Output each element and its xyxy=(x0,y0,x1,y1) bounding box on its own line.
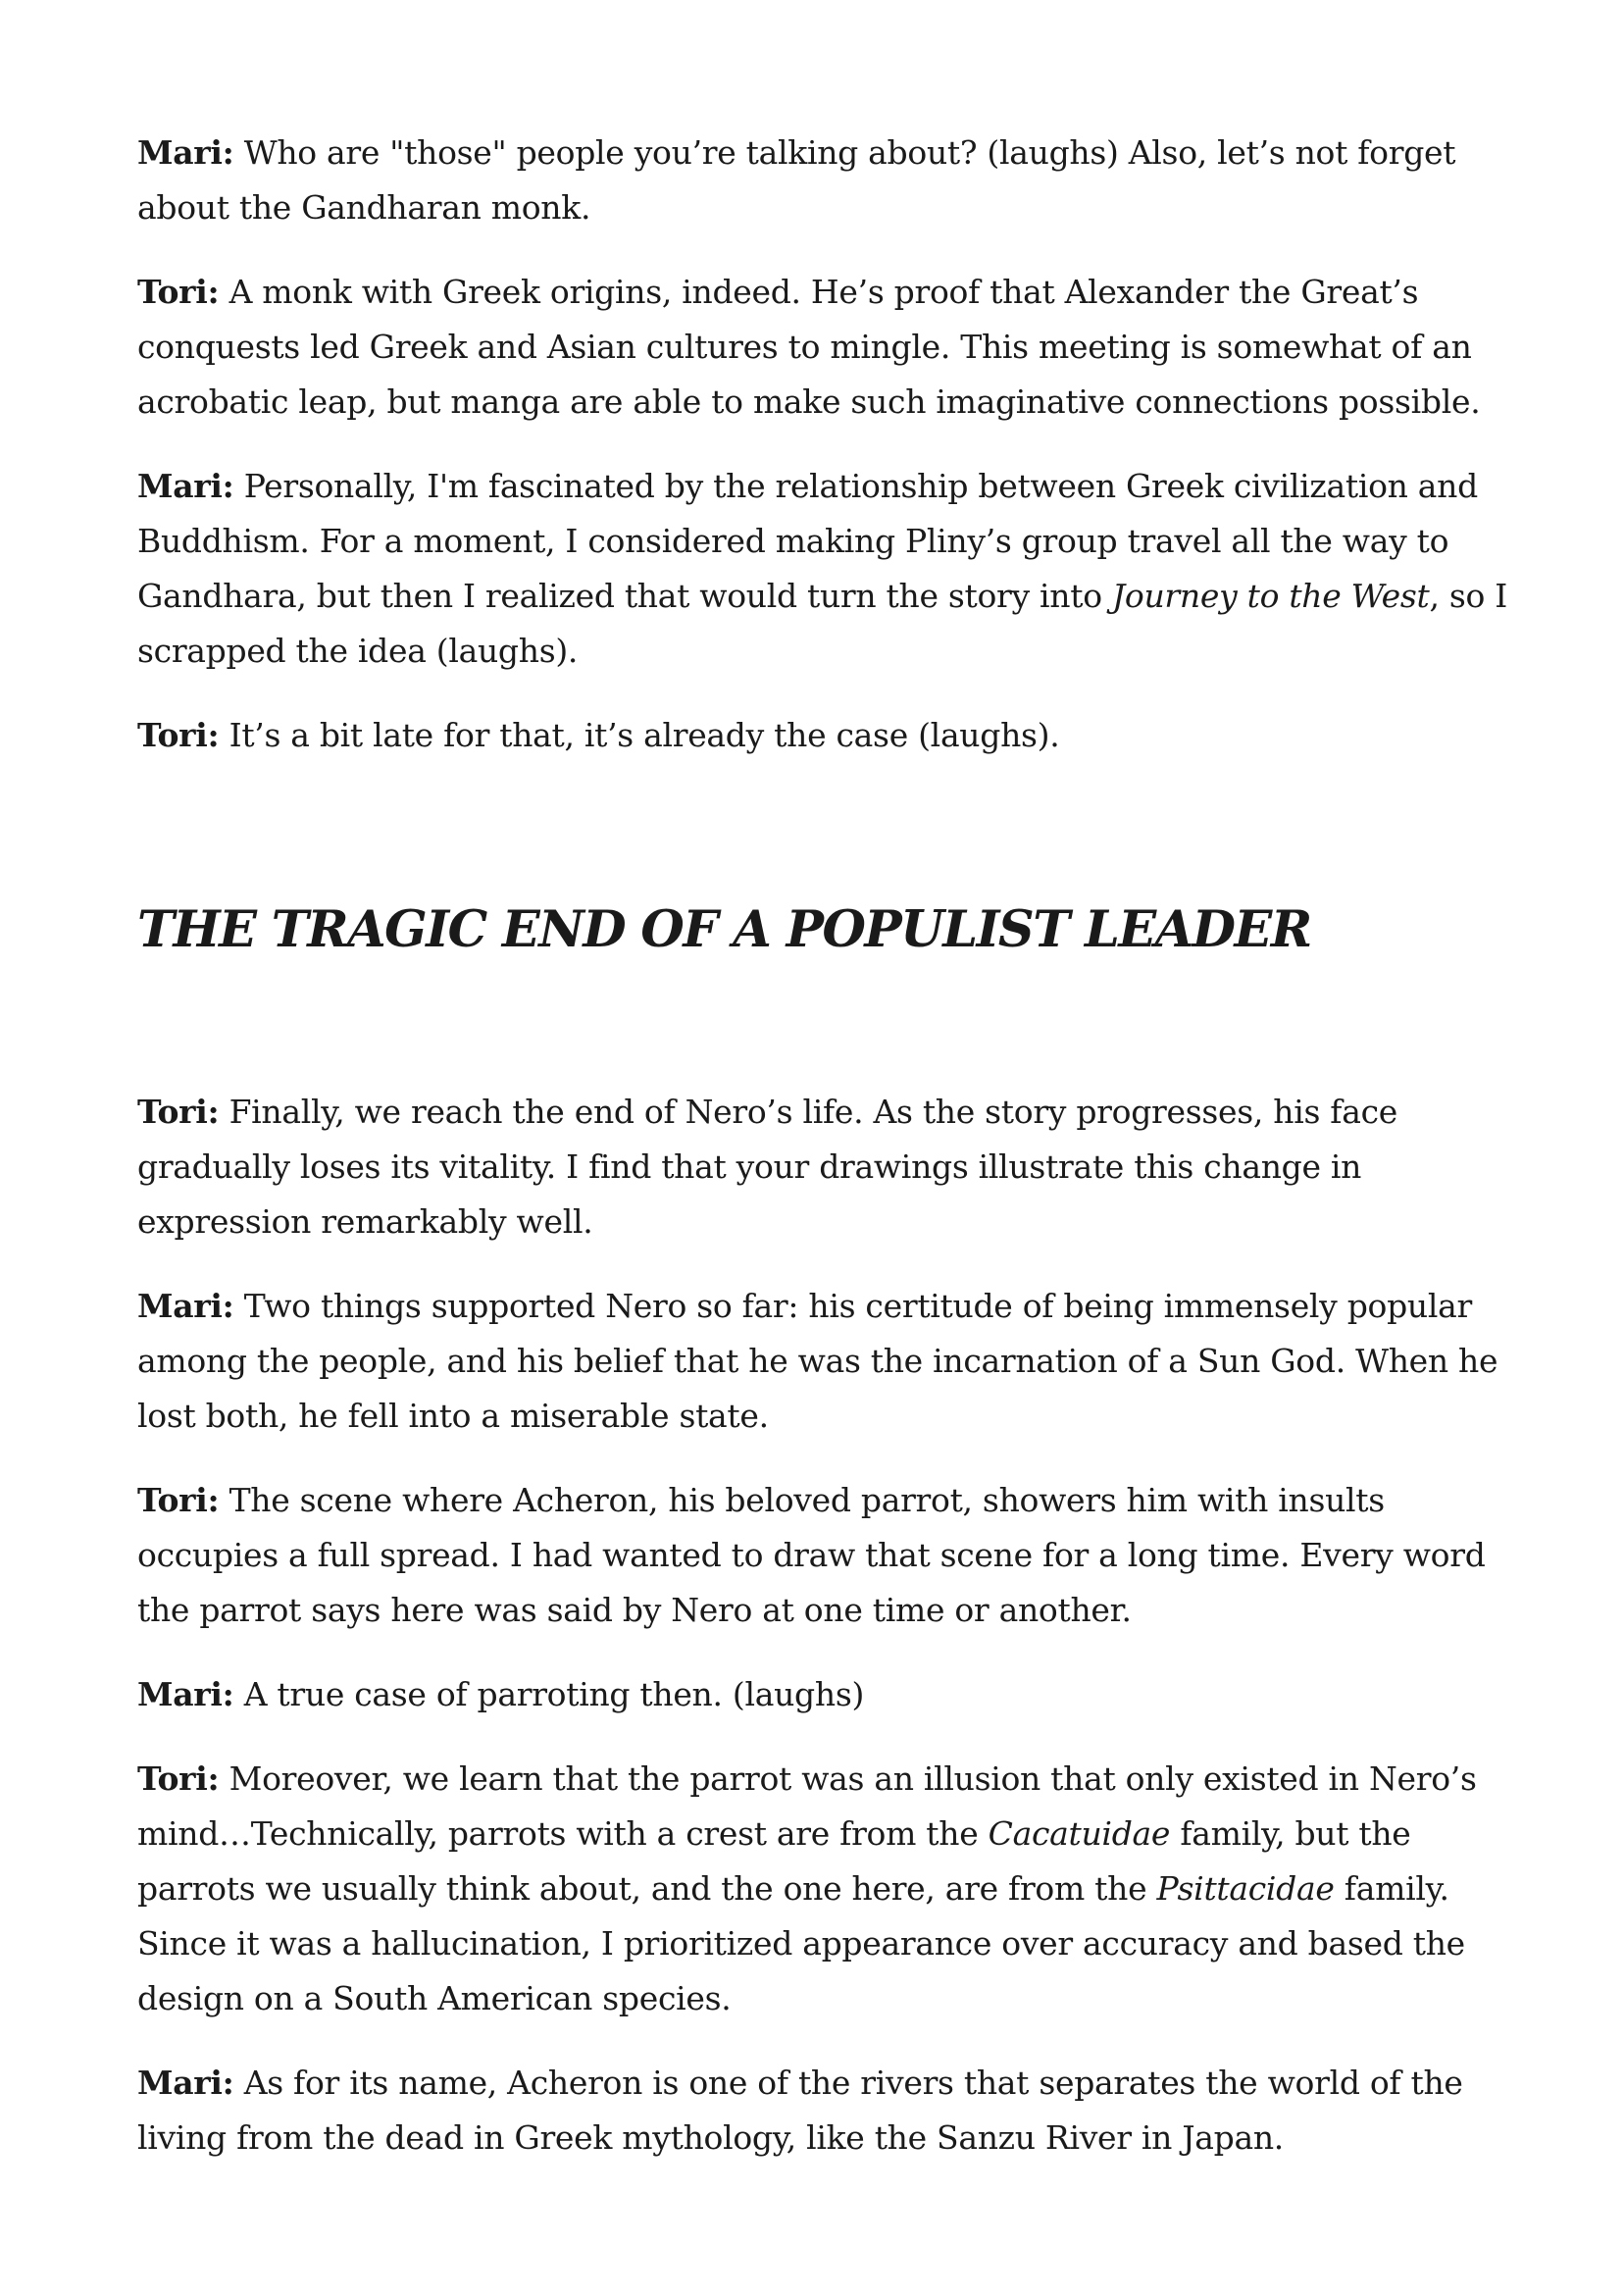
dialogue-paragraph xyxy=(137,265,1510,430)
dialogue-block-before xyxy=(137,126,1510,792)
dialogue-text: Finally, we reach the end of Nero’s life. As the story progresses, his face gradually loses its vitality. I find that your drawings illustrate this change in expression remarkably well. xyxy=(137,1093,1397,1241)
dialogue-paragraph xyxy=(137,126,1510,235)
dialogue-text: family, but the parrots we usually think about, and the one here, are from the xyxy=(137,1814,1411,1908)
dialogue-paragraph xyxy=(137,459,1510,679)
dialogue-text: A true case of parroting then. (laughs) xyxy=(233,1675,865,1713)
italic-title-text: Cacatuidae xyxy=(988,1814,1171,1853)
speaker-label: Mari: xyxy=(137,1675,234,1713)
dialogue-paragraph xyxy=(137,1752,1510,2026)
dialogue-text: Two things supported Nero so far: his certitude of being immensely popular among the people, and his belief that he was the incarnation of a Sun God. When he lost both, he fell into a miserable state. xyxy=(137,1287,1498,1435)
dialogue-paragraph xyxy=(137,1279,1510,1444)
dialogue-text: As for its name, Acheron is one of the rivers that separates the world of the living from the dead in Greek mythology, like the Sanzu River in Japan. xyxy=(137,2064,1463,2157)
dialogue-text: The scene where Acheron, his beloved parrot, showers him with insults occupies a full spread. I had wanted to draw that scene for a long time. Every word the parrot says here was said by Nero at one time or another. xyxy=(137,1481,1486,1629)
dialogue-text: Personally, I'm fascinated by the relationship between Greek civilization and Buddhism. For a moment, I considered making Pliny’s group travel all the way to Gandhara, but then I realized that would turn the story into xyxy=(137,467,1478,615)
section-heading-wrap xyxy=(137,898,1510,961)
dialogue-text: Moreover, we learn that the parrot was an illusion that only existed in Nero’s mind…Technically, parrots with a crest are from the xyxy=(137,1759,1477,1853)
italic-title-text: Psittacidae xyxy=(1156,1869,1335,1908)
dialogue-text: It’s a bit late for that, it’s already the case (laughs). xyxy=(219,716,1060,754)
dialogue-text: , so I scrapped the idea (laughs). xyxy=(137,577,1507,670)
dialogue-block-after xyxy=(137,1085,1510,2195)
speaker-label: Mari: xyxy=(137,133,234,172)
speaker-label: Tori: xyxy=(137,1759,220,1798)
dialogue-text: Who are "those" people you’re talking about? (laughs) Also, let’s not forget about the Gandharan monk. xyxy=(137,133,1456,227)
speaker-label: Tori: xyxy=(137,273,220,311)
speaker-label: Mari: xyxy=(137,467,234,505)
dialogue-paragraph xyxy=(137,1473,1510,1638)
speaker-label: Tori: xyxy=(137,1093,220,1131)
speaker-label: Tori: xyxy=(137,1481,220,1519)
dialogue-text: A monk with Greek origins, indeed. He’s proof that Alexander the Great’s conquests led Greek and Asian cultures to mingle. This meeting is somewhat of an acrobatic leap, but manga are able to make such imaginative connections possible. xyxy=(137,273,1481,421)
dialogue-paragraph xyxy=(137,1085,1510,1249)
speaker-label: Mari: xyxy=(137,2064,234,2102)
dialogue-paragraph xyxy=(137,2056,1510,2166)
dialogue-paragraph xyxy=(137,708,1510,763)
speaker-label: Mari: xyxy=(137,1287,234,1325)
section-title: THE TRAGIC END OF A POPULIST LEADER xyxy=(137,900,1311,959)
speaker-label: Tori: xyxy=(137,716,220,754)
dialogue-paragraph xyxy=(137,1667,1510,1722)
dialogue-text: family. Since it was a hallucination, I prioritized appearance over accuracy and based the design on a South American species. xyxy=(137,1869,1465,2017)
italic-title-text: Journey to the West xyxy=(1111,577,1430,615)
